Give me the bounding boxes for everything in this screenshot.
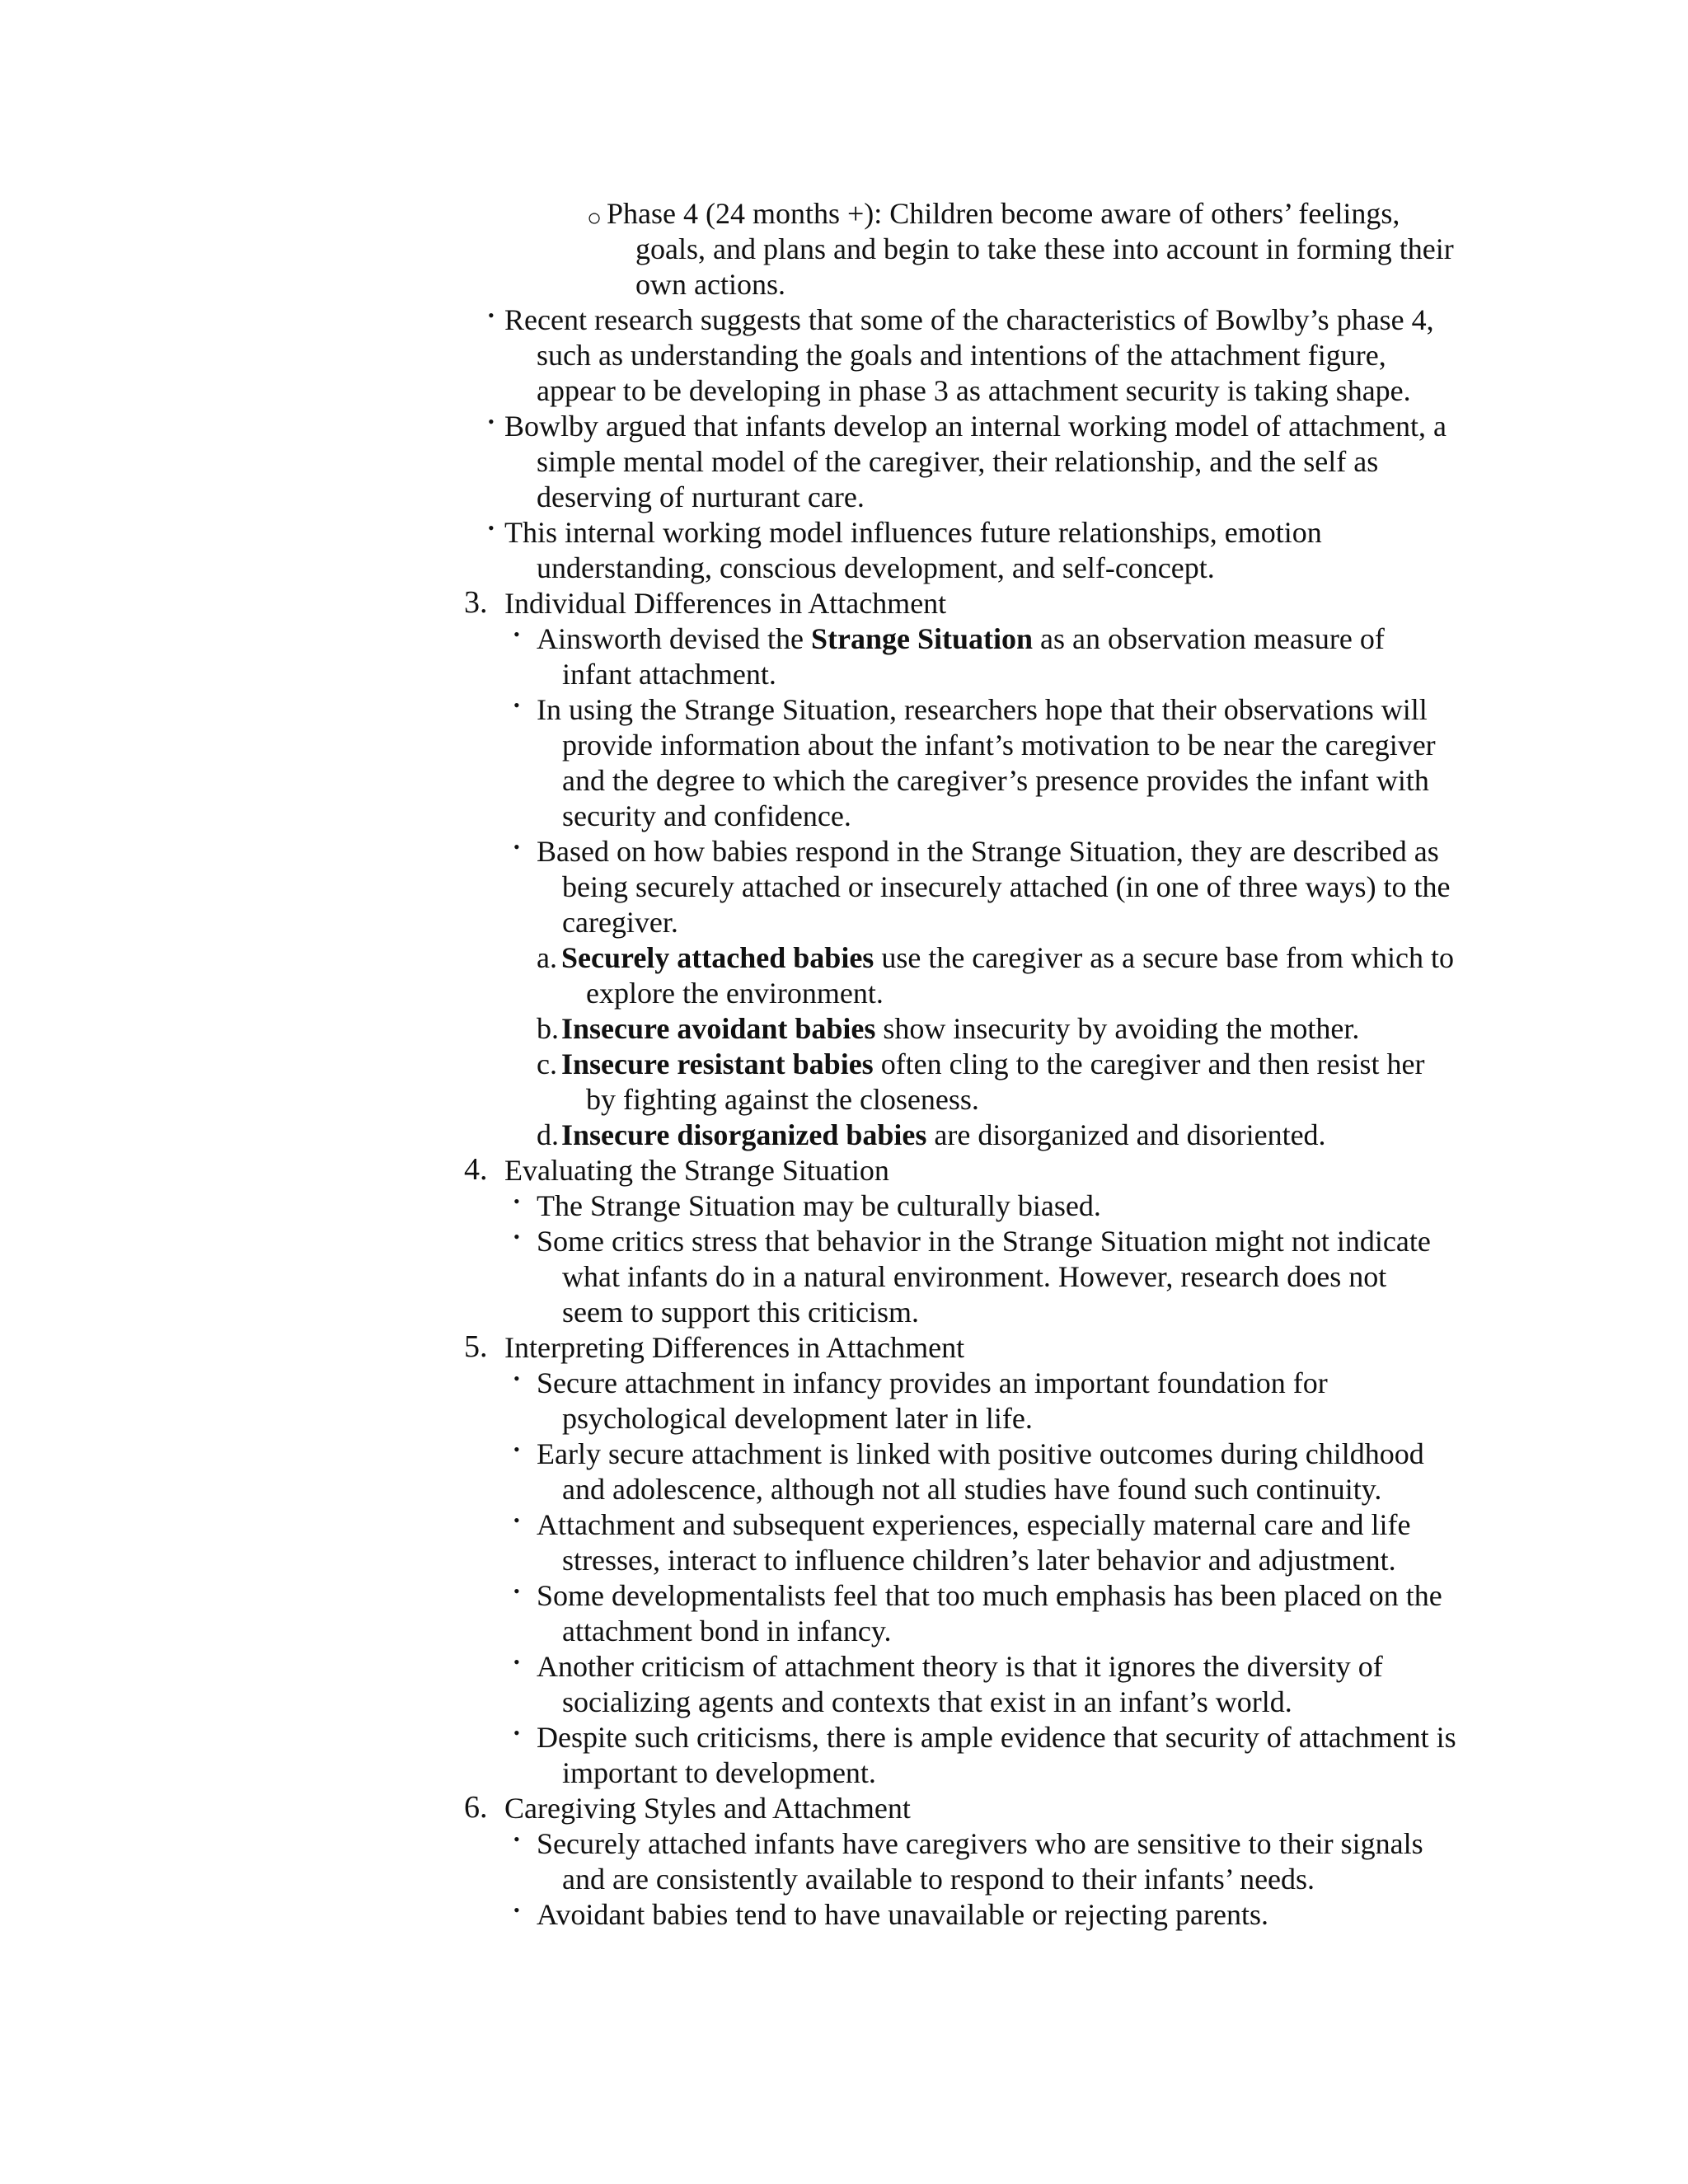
bowlby-point-1-line-1: Recent research suggests that some of the characteristics of Bowlby’s phase 4, — [504, 303, 1434, 336]
section-3-bullet-3-line-3: caregiver. — [562, 906, 678, 939]
bullet-icon: • — [513, 1581, 520, 1601]
section-4-bullet-2-line-2: what infants do in a natural environment. However, research does not — [562, 1260, 1387, 1293]
bowlby-point-2-line-2: simple mental model of the caregiver, their relationship, and the self as — [537, 445, 1379, 478]
type-b-line-1: Insecure avoidant babies show insecurity by avoiding the mother. — [561, 1012, 1360, 1045]
bullet-icon: • — [513, 1439, 520, 1460]
section-6-bullet-2-line-1: Avoidant babies tend to have unavailable or rejecting parents. — [537, 1898, 1269, 1931]
type-d-letter: d. — [537, 1118, 559, 1151]
type-b-letter: b. — [537, 1012, 559, 1045]
bullet-icon: • — [513, 624, 520, 644]
section-5-bullet-3-line-2: stresses, interact to influence children’s later behavior and adjustment. — [562, 1544, 1396, 1577]
section-4-bullet-2-line-3: seem to support this criticism. — [562, 1296, 919, 1329]
bullet-icon: • — [513, 1652, 520, 1672]
section-5-bullet-6-line-2: important to development. — [562, 1756, 876, 1789]
strange-situation-term: Strange Situation — [810, 622, 1033, 655]
section-5-title: Interpreting Differences in Attachment — [504, 1331, 965, 1364]
section-5-bullet-3-line-1: Attachment and subsequent experiences, especially maternal care and life — [537, 1508, 1411, 1541]
section-3-bullet-3-line-1: Based on how babies respond in the Strange Situation, they are described as — [537, 835, 1439, 868]
type-a-letter: a. — [537, 941, 557, 974]
section-3-title: Individual Differences in Attachment — [504, 587, 947, 620]
bowlby-point-2-line-1: Bowlby argued that infants develop an internal working model of attachment, a — [504, 410, 1447, 443]
type-c-letter: c. — [537, 1047, 557, 1080]
bullet-icon: • — [513, 695, 520, 715]
section-5-bullet-4-line-2: attachment bond in infancy. — [562, 1615, 892, 1647]
section-5-bullet-2-line-1: Early secure attachment is linked with positive outcomes during childhood — [537, 1437, 1424, 1470]
section-3-bullet-3-line-2: being securely attached or insecurely attached (in one of three ways) to the — [562, 870, 1451, 903]
section-5-bullet-1-line-1: Secure attachment in infancy provides an important foundation for — [537, 1366, 1328, 1399]
section-5-bullet-5-line-2: socializing agents and contexts that exist in an infant’s world. — [562, 1685, 1292, 1718]
section-6-title: Caregiving Styles and Attachment — [504, 1792, 911, 1825]
bullet-icon: • — [488, 305, 495, 326]
type-d-line-1: Insecure disorganized babies are disorganized and disoriented. — [561, 1118, 1326, 1151]
section-3-number: 3. — [464, 585, 488, 620]
section-5-bullet-1-line-2: psychological development later in life. — [562, 1402, 1033, 1435]
bowlby-point-1-line-2: such as understanding the goals and intentions of the attachment figure, — [537, 339, 1386, 372]
section-6-bullet-1-line-2: and are consistently available to respond to their infants’ needs. — [562, 1863, 1315, 1896]
type-a-line-1: Securely attached babies use the caregiver as a secure base from which to — [561, 941, 1455, 974]
bullet-icon: • — [513, 1226, 520, 1247]
bullet-icon: • — [513, 1368, 520, 1389]
section-3-bullet-1-line-1: Ainsworth devised the Strange Situation as an observation measure of — [537, 622, 1385, 655]
bullet-icon: • — [513, 1829, 520, 1849]
circle-bullet-icon: ○ — [587, 204, 603, 232]
section-3-bullet-2-line-4: security and confidence. — [562, 799, 851, 832]
bowlby-point-2-line-3: deserving of nurturant care. — [537, 480, 865, 513]
bowlby-point-3-line-2: understanding, conscious development, and self-concept. — [537, 551, 1215, 584]
bullet-icon: • — [513, 1191, 520, 1212]
section-5-bullet-6-line-1: Despite such criticisms, there is ample evidence that security of attachment is — [537, 1721, 1456, 1754]
type-c-line-2: by fighting against the closeness. — [586, 1083, 979, 1116]
phase4-line-1: Phase 4 (24 months +): Children become aware of others’ feelings, — [607, 197, 1400, 230]
bowlby-point-1-line-3: appear to be developing in phase 3 as attachment security is taking shape. — [537, 374, 1411, 407]
phase4-line-3: own actions. — [635, 268, 785, 301]
bullet-icon: • — [488, 518, 495, 538]
section-6-bullet-1-line-1: Securely attached infants have caregivers who are sensitive to their signals — [537, 1827, 1423, 1860]
type-c-line-1: Insecure resistant babies often cling to the caregiver and then resist her — [561, 1047, 1425, 1080]
section-3-bullet-2-line-2: provide information about the infant’s motivation to be near the caregiver — [562, 729, 1436, 762]
section-4-title: Evaluating the Strange Situation — [504, 1154, 889, 1187]
section-3-bullet-1-line-2: infant attachment. — [562, 658, 776, 691]
bullet-icon: • — [513, 837, 520, 857]
section-5-bullet-5-line-1: Another criticism of attachment theory is that it ignores the diversity of — [537, 1650, 1383, 1683]
section-3-bullet-2-line-1: In using the Strange Situation, researchers hope that their observations will — [537, 693, 1428, 726]
section-6-number: 6. — [464, 1790, 488, 1825]
section-5-bullet-4-line-1: Some developmentalists feel that too much emphasis has been placed on the — [537, 1579, 1442, 1612]
bullet-icon: • — [513, 1900, 520, 1920]
phase4-line-2: goals, and plans and begin to take these into account in forming their — [635, 232, 1454, 265]
section-4-bullet-2-line-1: Some critics stress that behavior in the Strange Situation might not indicate — [537, 1225, 1431, 1258]
section-4-number: 4. — [464, 1152, 488, 1187]
bullet-icon: • — [488, 411, 495, 432]
section-5-bullet-2-line-2: and adolescence, although not all studies have found such continuity. — [562, 1473, 1382, 1506]
section-4-bullet-1-line-1: The Strange Situation may be culturally biased. — [537, 1189, 1101, 1222]
type-a-line-2: explore the environment. — [586, 977, 884, 1010]
bullet-icon: • — [513, 1510, 520, 1530]
bowlby-point-3-line-1: This internal working model influences future relationships, emotion — [504, 516, 1322, 549]
section-3-bullet-2-line-3: and the degree to which the caregiver’s presence provides the infant with — [562, 764, 1429, 797]
section-5-number: 5. — [464, 1329, 488, 1364]
bullet-icon: • — [513, 1722, 520, 1743]
